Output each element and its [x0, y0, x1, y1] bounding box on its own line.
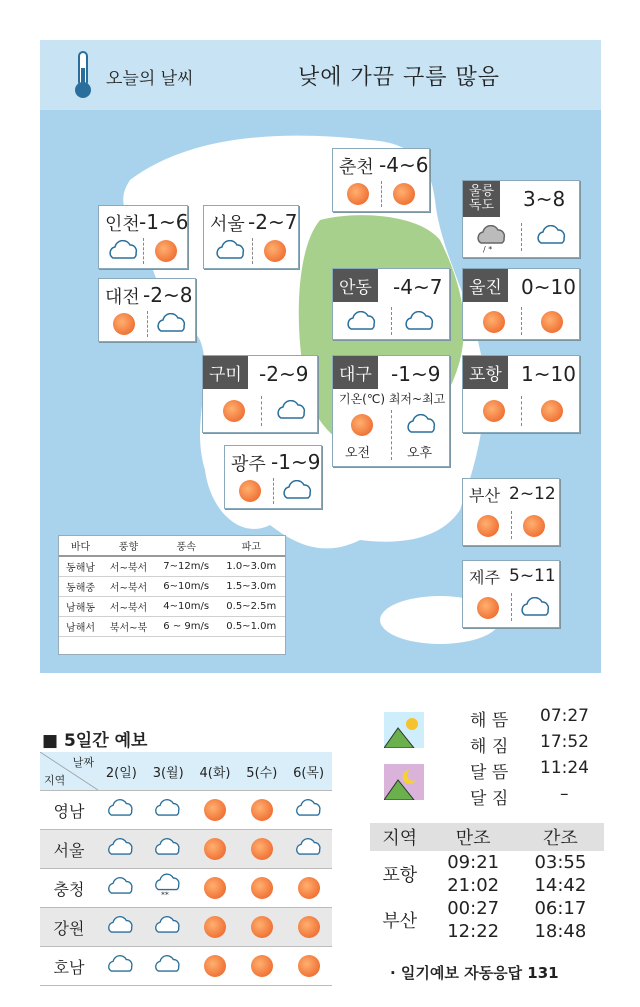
city-name: 부산: [469, 486, 500, 505]
am-cloud-snow-rain-icon: [475, 225, 509, 257]
sea-cell: 1.0~3.0m: [218, 556, 285, 577]
city-box-ulleung: [462, 180, 580, 258]
low-tide: 03:55: [534, 852, 587, 873]
cloud-icon: [98, 947, 145, 986]
sunrise-time: 07:27: [540, 706, 589, 726]
table-row: [59, 556, 285, 577]
temp-range: -1~9: [391, 362, 441, 386]
table-row: [59, 617, 285, 637]
sun-icon: [192, 908, 239, 947]
temp-range: 2~12: [509, 484, 556, 504]
tide-region: 포항: [382, 865, 418, 886]
high-tide: 09:21: [447, 852, 500, 873]
pm-sun-icon: [155, 240, 177, 262]
day-header: 3(월): [145, 752, 192, 791]
cloud-snow-icon: [145, 869, 192, 908]
am-sun-icon: [223, 400, 245, 422]
sea-cell: 서~북서: [102, 577, 155, 597]
phone-service-note: · 일기예보 자동응답 131: [390, 964, 559, 982]
divider: [273, 478, 274, 504]
city-name: 안동: [333, 269, 378, 302]
sea-header: 풍속: [155, 536, 218, 556]
sea-cell: 북서~북: [102, 617, 155, 637]
forecast-row: [40, 947, 332, 986]
high-tide: 21:02: [447, 875, 500, 896]
thermometer-icon: [72, 50, 94, 100]
weather-summary: 낮에 가끔 구름 많음: [298, 65, 500, 90]
temp-range: 3~8: [523, 187, 566, 211]
low-tide: 06:17: [534, 898, 587, 919]
city-box-chuncheon: [332, 148, 430, 212]
region-label: 영남: [40, 791, 98, 830]
temp-range: -2~8: [143, 283, 193, 307]
cloud-icon: [145, 908, 192, 947]
sea-cell: 6 ~ 9m/s: [155, 617, 218, 637]
pm-cloud-icon: [519, 597, 553, 621]
city-box-daejeon: [98, 278, 196, 342]
sun-icon: [238, 947, 285, 986]
city-name: 대구: [333, 356, 378, 389]
sea-cell: 0.5~1.0m: [218, 617, 285, 637]
sun-icon: [238, 908, 285, 947]
sea-conditions-table: [58, 535, 286, 655]
divider: [511, 593, 512, 621]
forecast-table: [40, 752, 332, 986]
svg-text:**: **: [161, 890, 170, 899]
pm-cloud-icon: [403, 311, 437, 335]
moonset-time: –: [560, 784, 569, 804]
sun-icon: [238, 830, 285, 869]
divider: [391, 307, 392, 335]
cloud-icon: [145, 830, 192, 869]
city-box-busan: [462, 478, 560, 546]
sunrise-icon: [384, 712, 424, 748]
pm-cloud-icon: [405, 414, 439, 438]
city-name: 제주: [469, 568, 500, 587]
sun-icon: [238, 869, 285, 908]
sun-icon: [285, 908, 332, 947]
day-header: 2(일): [98, 752, 145, 791]
legend-pm: 오후: [407, 446, 433, 461]
sun-icon: [285, 869, 332, 908]
sea-cell: 1.5~3.0m: [218, 577, 285, 597]
day-header: 4(화): [192, 752, 239, 791]
corner-region-label: 지역: [44, 774, 66, 787]
cloud-icon: [98, 791, 145, 830]
divider: [381, 181, 382, 207]
sea-cell: 동해중: [59, 577, 102, 597]
divider: [521, 307, 522, 335]
city-box-pohang: [462, 355, 580, 433]
city-name: 구미: [203, 356, 248, 389]
forecast-row: [40, 908, 332, 947]
am-sun-icon: [351, 414, 373, 436]
temp-range: 5~11: [509, 566, 556, 586]
day-header: 5(수): [238, 752, 285, 791]
pm-sun-icon: [523, 515, 545, 537]
sea-cell: 남해서: [59, 617, 102, 637]
am-sun-icon: [239, 480, 261, 502]
sun-icon: [192, 869, 239, 908]
city-name: 대전: [105, 287, 140, 308]
sunset-label: 해 짐: [470, 737, 509, 757]
pm-sun-icon: [264, 240, 286, 262]
divider: [261, 396, 262, 426]
low-tide: 14:42: [534, 875, 587, 896]
table-row: [370, 851, 604, 874]
temp-range: -1~6: [139, 210, 189, 234]
divider: [147, 311, 148, 337]
temp-range: 1~10: [521, 362, 576, 386]
divider: [521, 223, 522, 251]
cloud-icon: [98, 830, 145, 869]
city-box-daegu-legend: [332, 355, 450, 467]
table-row: [370, 897, 604, 920]
sea-cell: 서~북서: [102, 597, 155, 617]
sea-header: 풍향: [102, 536, 155, 556]
high-tide: 12:22: [447, 921, 500, 942]
sea-cell: 동해남: [59, 556, 102, 577]
tide-header: 만조: [430, 823, 517, 851]
sea-header: 파고: [218, 536, 285, 556]
city-box-jeju: [462, 560, 560, 628]
forecast-row: [40, 869, 332, 908]
legend-am: 오전: [345, 446, 371, 461]
sea-cell: 서~북서: [102, 556, 155, 577]
table-row: [59, 597, 285, 617]
am-cloud-icon: [345, 311, 379, 335]
forecast-row: [40, 791, 332, 830]
legend-temp: 기온(℃) 최저~최고: [339, 392, 446, 406]
pm-cloud-icon: [535, 225, 569, 249]
city-name: 포항: [463, 356, 508, 389]
city-box-andong: [332, 268, 450, 340]
region-label: 서울: [40, 830, 98, 869]
temp-range: -2~7: [248, 210, 298, 234]
temp-range: 0~10: [521, 275, 576, 299]
moonrise-time: 11:24: [540, 758, 589, 778]
am-sun-icon: [477, 597, 499, 619]
cloud-icon: [285, 830, 332, 869]
sunset-time: 17:52: [540, 732, 589, 752]
corner-date-label: 날짜: [72, 756, 94, 769]
am-sun-icon: [483, 311, 505, 333]
divider: [391, 410, 392, 460]
low-tide: 18:48: [534, 921, 587, 942]
divider: [521, 396, 522, 426]
am-cloud-icon: [214, 240, 248, 264]
cloud-icon: [98, 869, 145, 908]
pm-cloud-icon: [281, 480, 315, 504]
am-sun-icon: [477, 515, 499, 537]
sunrise-label: 해 뜸: [470, 711, 509, 731]
tide-region: 부산: [382, 911, 418, 932]
cloud-icon: [145, 791, 192, 830]
region-label: 호남: [40, 947, 98, 986]
city-box-gumi: [202, 355, 318, 433]
city-box-uljin: [462, 268, 580, 340]
tide-header: 지역: [370, 823, 430, 851]
city-name: 춘천: [339, 157, 374, 178]
pm-sun-icon: [393, 183, 415, 205]
sun-icon: [192, 830, 239, 869]
corner-cell: [40, 752, 98, 791]
sea-header: 바다: [59, 536, 102, 556]
region-label: 충청: [40, 869, 98, 908]
divider: [252, 238, 253, 264]
page-title: 오늘의 날씨: [106, 69, 194, 89]
sea-cell: 7~12m/s: [155, 556, 218, 577]
temp-range: -2~9: [259, 362, 309, 386]
city-name: 울진: [463, 269, 508, 302]
am-sun-icon: [113, 313, 135, 335]
svg-text:/ *: / *: [483, 245, 493, 253]
city-name: 광주: [231, 454, 266, 475]
sun-icon: [285, 947, 332, 986]
high-tide: 00:27: [447, 898, 500, 919]
am-cloud-icon: [107, 240, 141, 264]
pm-sun-icon: [541, 400, 563, 422]
city-box-seoul: [203, 205, 299, 269]
cloud-icon: [285, 791, 332, 830]
divider: [511, 511, 512, 539]
temp-range: -1~9: [271, 450, 321, 474]
city-box-gwangju: [224, 445, 322, 509]
table-row: [59, 577, 285, 597]
forecast-header-row: [40, 752, 332, 791]
divider: [143, 238, 144, 264]
tide-header: 간조: [517, 823, 604, 851]
tide-table: [370, 823, 604, 943]
cloud-icon: [98, 908, 145, 947]
temp-range: -4~6: [379, 153, 429, 177]
moonrise-label: 달 뜸: [470, 763, 509, 783]
sun-icon: [192, 791, 239, 830]
sea-cell: 4~10m/s: [155, 597, 218, 617]
region-label: 강원: [40, 908, 98, 947]
moonrise-icon: [384, 764, 424, 800]
am-sun-icon: [347, 183, 369, 205]
city-name: 인천: [105, 214, 140, 235]
cloud-icon: [145, 947, 192, 986]
city-box-incheon: [98, 205, 188, 269]
city-name: 서울: [210, 214, 245, 235]
moonset-label: 달 짐: [470, 789, 509, 809]
sun-icon: [238, 791, 285, 830]
sea-cell: 0.5~2.5m: [218, 597, 285, 617]
sea-cell: 남해동: [59, 597, 102, 617]
city-name: 울릉 독도: [463, 181, 500, 217]
forecast-row: [40, 830, 332, 869]
pm-cloud-icon: [155, 313, 189, 337]
forecast-title: ■ 5일간 예보: [42, 731, 148, 751]
sun-icon: [192, 947, 239, 986]
am-sun-icon: [483, 400, 505, 422]
temp-range: -4~7: [393, 275, 443, 299]
pm-sun-icon: [541, 311, 563, 333]
day-header: 6(목): [285, 752, 332, 791]
pm-cloud-icon: [275, 400, 309, 424]
sea-cell: 6~10m/s: [155, 577, 218, 597]
